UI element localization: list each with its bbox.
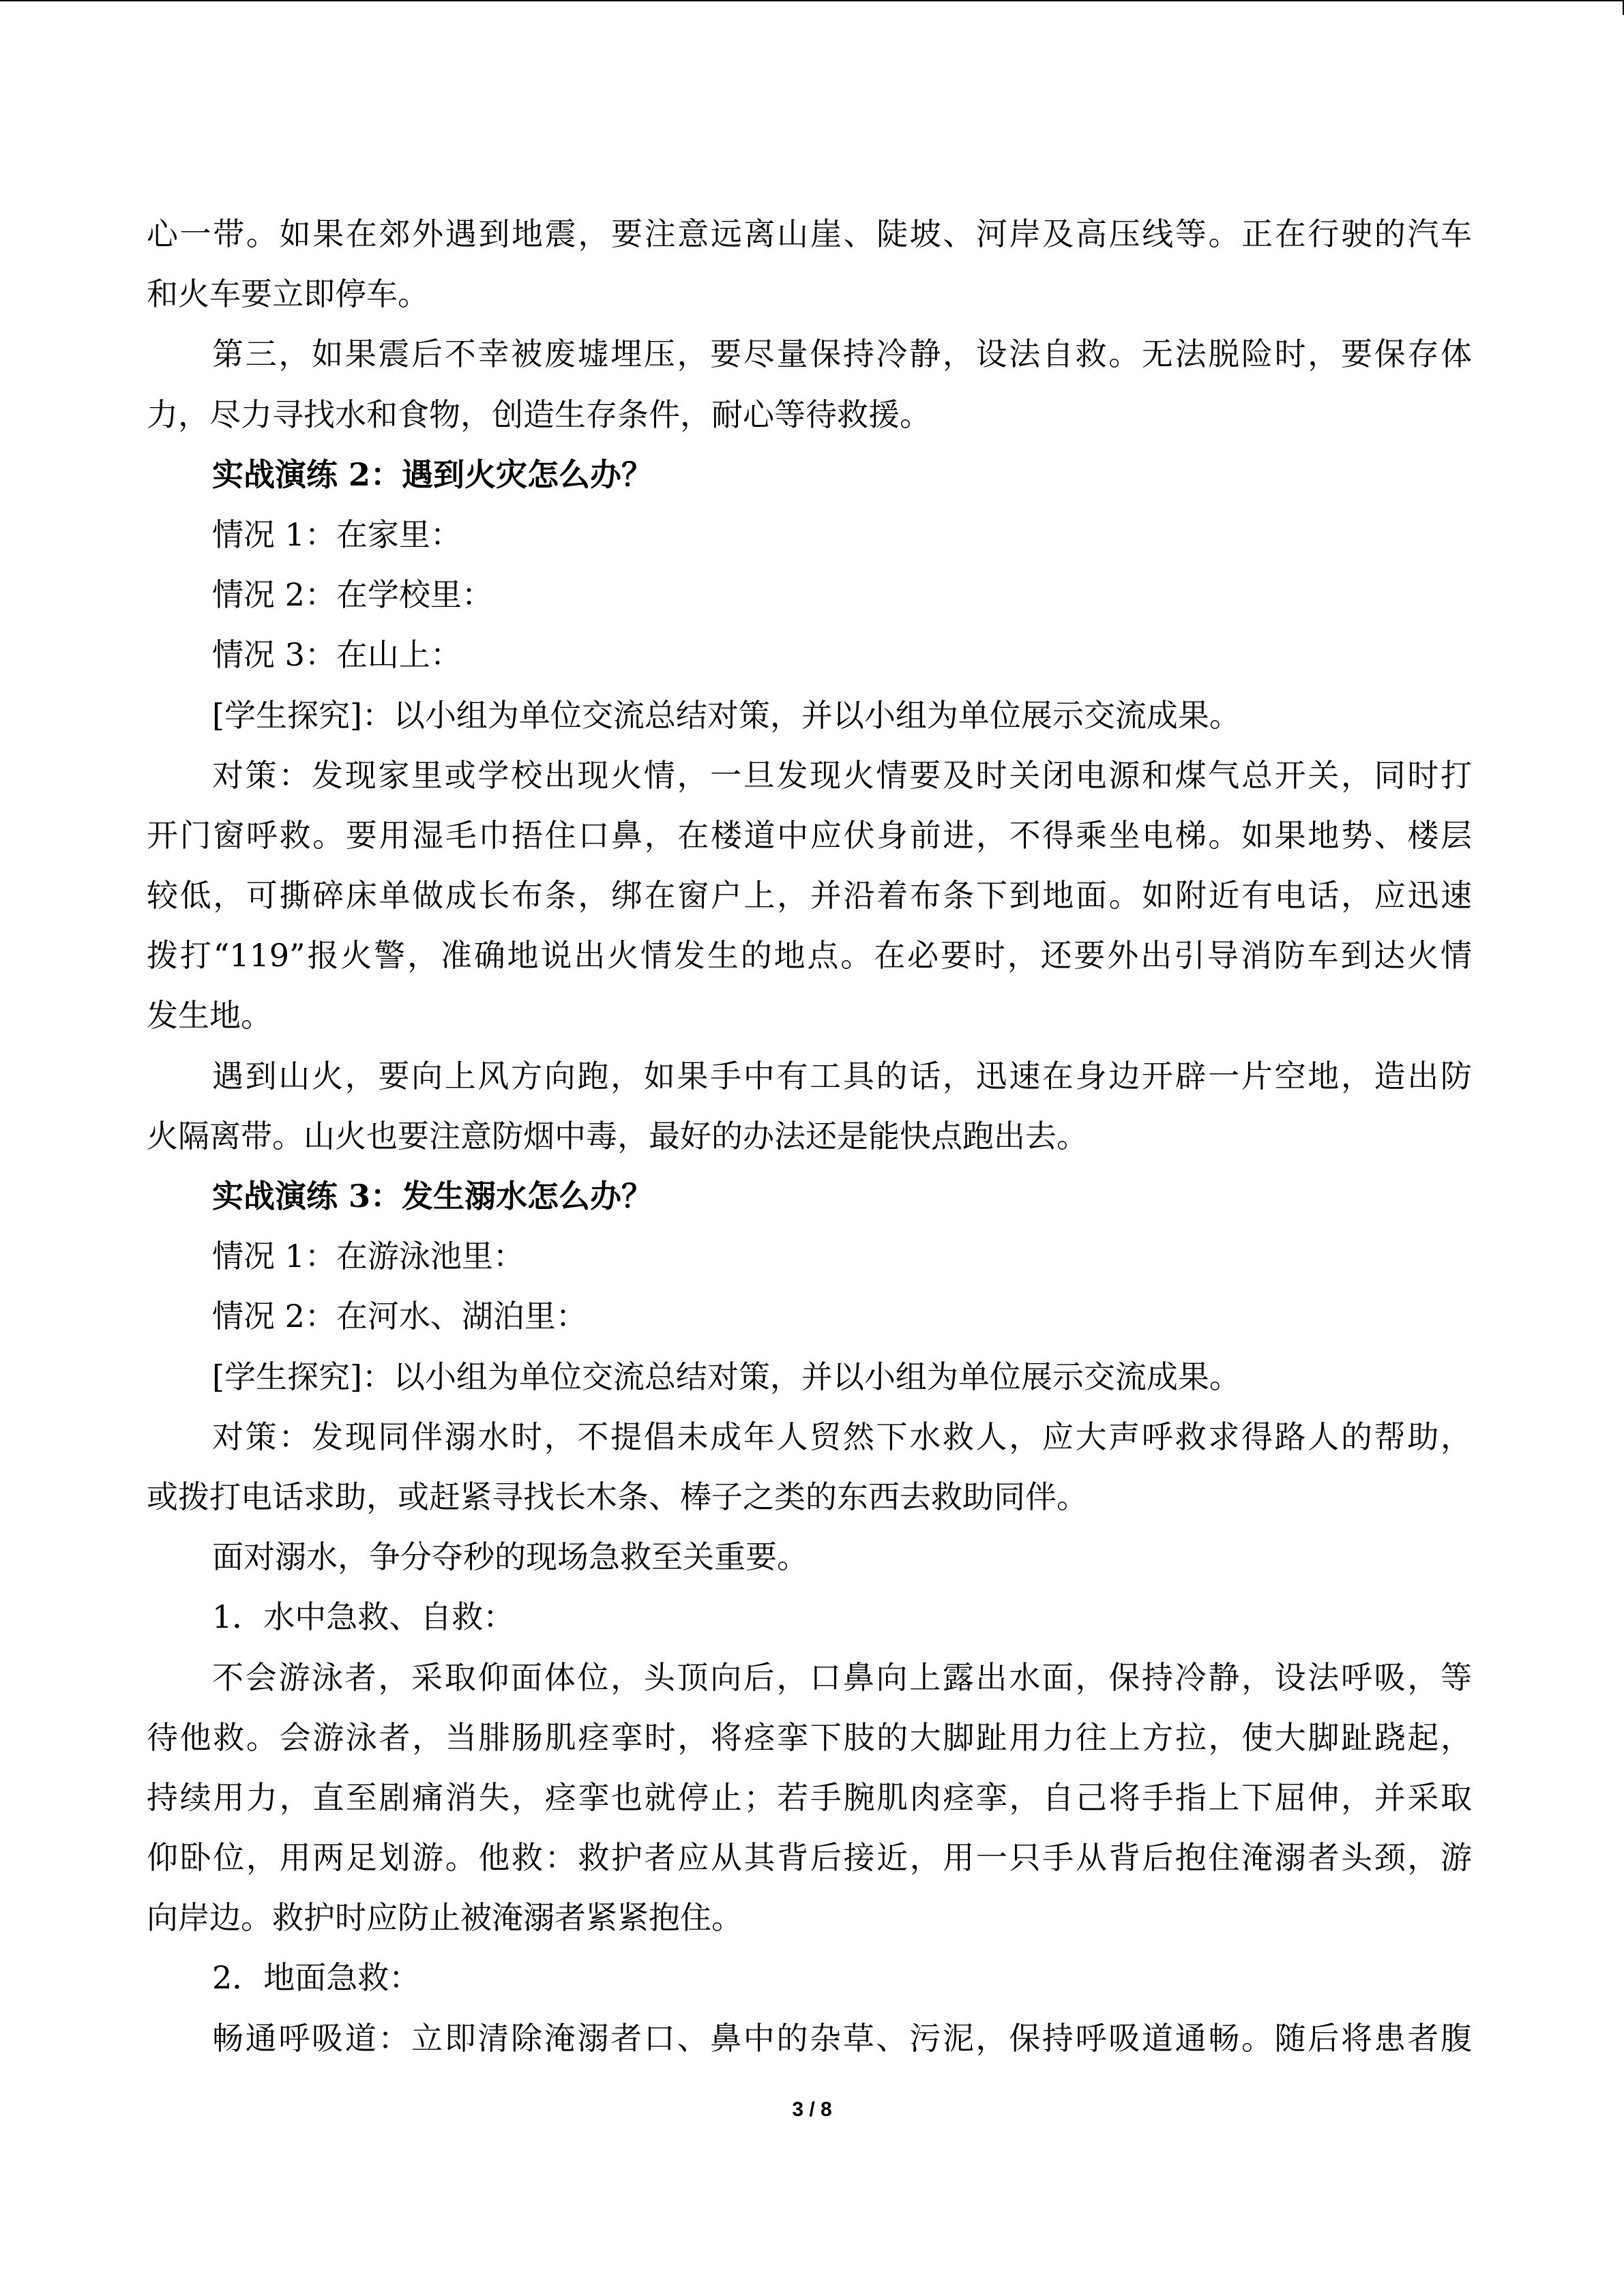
- text-line: 不会游泳者，采取仰面体位，头顶向后，口鼻向上露出水面，保持冷静，设法呼吸，等: [212, 1658, 1472, 1696]
- document-body: [147, 204, 1472, 2068]
- text-line: 持续用力，直至剧痛消失，痉挛也就停止；若手腕肌肉痉挛，自己将手指上下屈伸，并采取: [147, 1778, 1472, 1816]
- text-line: 情况 3：在山上：: [212, 636, 462, 674]
- text-line: 畅通呼吸道：立即清除淹溺者口、鼻中的杂草、污泥，保持呼吸道通畅。随后将患者腹: [212, 2019, 1472, 2057]
- paragraph: [147, 324, 1472, 444]
- paragraph: [147, 1286, 1472, 1346]
- text-line: 仰卧位，用两足划游。他救：救护者应从其背后接近，用一只手从背后抱住淹溺者头颈，游: [147, 1839, 1472, 1877]
- text-line: [学生探究]：以小组为单位交流总结对策，并以小组为单位展示交流成果。: [212, 1358, 1241, 1395]
- text-line: 火隔离带。山火也要注意防烟中毒，最好的办法还是能快点跑出去。: [147, 1117, 1088, 1154]
- text-line: 向岸边。救护时应防止被淹溺者紧紧抱住。: [147, 1899, 743, 1937]
- text-line: 或拨打电话求助，或赶紧寻找长木条、棒子之类的东西去救助同伴。: [147, 1478, 1088, 1515]
- paragraph: [147, 745, 1472, 1046]
- text-line: 对策：发现同伴溺水时，不提倡未成年人贸然下水救人，应大声呼救求得路人的帮助，: [212, 1418, 1472, 1455]
- page-top-edge: [0, 0, 1624, 1]
- paragraph: [147, 1046, 1472, 1166]
- section-heading-text: 实战演练 3：发生溺水怎么办？: [212, 1178, 653, 1214]
- text-line: 发生地。: [147, 997, 272, 1034]
- paragraph: [147, 1648, 1472, 1948]
- paragraph: [147, 1527, 1472, 1587]
- text-line: 待他救。会游泳者，当腓肠肌痉挛时，将痉挛下肢的大脚趾用力往上方拉，使大脚趾跷起，: [147, 1718, 1472, 1756]
- paragraph: [147, 685, 1472, 745]
- subsection-heading-text: 2．地面急救：: [212, 1959, 421, 1997]
- text-line: 开门窗呼救。要用湿毛巾捂住口鼻，在楼道中应伏身前进，不得乘坐电梯。如果地势、楼层: [147, 816, 1472, 854]
- text-line: 遇到山火，要向上风方向跑，如果手中有工具的话，迅速在身边开辟一片空地，造出防: [212, 1057, 1472, 1094]
- paragraph: [147, 1347, 1472, 1407]
- paragraph: [147, 1407, 1472, 1527]
- section-heading: [147, 1166, 1472, 1226]
- subsection-heading: [147, 1948, 1472, 2008]
- text-line: 情况 1：在游泳池里：: [212, 1238, 525, 1275]
- text-line: 拨打“119”报火警，准确地说出火情发生的地点。在必要时，还要外出引导消防车到达火情: [147, 937, 1472, 974]
- paragraph: [147, 1226, 1472, 1286]
- paragraph: [147, 565, 1472, 625]
- text-line: 情况 2：在学校里：: [212, 576, 493, 614]
- text-line: 较低，可撕碎床单做成长布条，绑在窗户上，并沿着布条下到地面。如附近有电话，应迅速: [147, 877, 1472, 914]
- text-line: [学生探究]：以小组为单位交流总结对策，并以小组为单位展示交流成果。: [212, 696, 1241, 734]
- text-line: 心一带。如果在郊外遇到地震，要注意远离山崖、陡坡、河岸及高压线等。正在行驶的汽车: [147, 215, 1472, 252]
- text-line: 和火车要立即停车。: [147, 275, 429, 313]
- text-line: 力，尽力寻找水和食物，创造生存条件，耐心等待救援。: [147, 396, 931, 433]
- paragraph: [147, 204, 1472, 324]
- paragraph: [147, 505, 1472, 565]
- text-line: 对策：发现家里或学校出现火情，一旦发现火情要及时关闭电源和煤气总开关，同时打: [212, 756, 1472, 794]
- subsection-heading: [147, 1587, 1472, 1647]
- paragraph: [147, 625, 1472, 685]
- text-line: 面对溺水，争分夺秒的现场急救至关重要。: [212, 1538, 808, 1576]
- text-line: 第三，如果震后不幸被废墟埋压，要尽量保持冷静，设法自救。无法脱险时，要保存体: [212, 336, 1472, 373]
- section-heading-text: 实战演练 2：遇到火灾怎么办？: [212, 456, 653, 493]
- text-line: 情况 1：在家里：: [212, 516, 462, 553]
- section-heading: [147, 445, 1472, 505]
- text-line: 情况 2：在河水、湖泊里：: [212, 1298, 587, 1335]
- subsection-heading-text: 1．水中急救、自救：: [212, 1598, 515, 1636]
- page-number: 3 / 8: [792, 2098, 832, 2121]
- paragraph: [147, 2008, 1472, 2068]
